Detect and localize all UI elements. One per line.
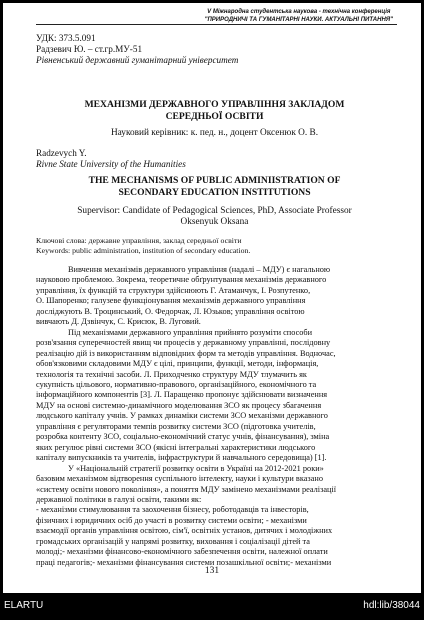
conference-subtitle: "ПРИРОДНИЧІ ТА ГУМАНІТАРНІ НАУКИ. АКТУАЛЬНІ ПИТАННЯ" — [204, 17, 393, 23]
supervisor-en — [36, 206, 393, 228]
document-page — [3, 3, 421, 593]
title-en-line-1: THE MECHANISMS OF PUBLIC ADMINIISTRATION OF — [88, 175, 341, 186]
body-line: управління, їх функцій та структури здійснюють Г. Атаманчук, І. Розпутенко, — [36, 285, 311, 295]
body-line: досліджують В. Троцинський, О. Федорчак, Л. Юзьков; управління освітою — [36, 306, 305, 316]
supervisor-en-line-1: Supervisor: Candidate of Pedagogical Sciences, PhD, Associate Professor — [77, 206, 352, 216]
body-line: фізичних і юридичних осіб до участі в розвитку системи освіти; - механізми — [36, 515, 307, 525]
article-meta — [36, 33, 238, 66]
article-title-en — [36, 175, 393, 198]
title-en-line-2: SECONDARY EDUCATION INSTITUTIONS — [118, 186, 311, 198]
keywords-en: Keywords: public administration, institution of secondary education. — [36, 246, 251, 255]
footer-handle: hdl:lib/38044 — [363, 600, 420, 611]
body-line: інформаційного компонентів [3]. Л. Паращенко пропонує здійснювати визначення — [36, 390, 328, 400]
body-line: реалізацію дій із використанням відповідних форм та методів управління. Водночас, — [36, 348, 336, 358]
university-en: Rivne State University of the Humanities — [36, 159, 186, 169]
header-rule — [36, 24, 397, 25]
body-line: Вивчення механізмів державного управління (надалі – МДУ) є нагальною — [68, 265, 331, 274]
body-line: яких регулює рівні системи ЗСО (якісні інтегральні характеристики людського — [36, 442, 316, 452]
body-line: сукупність цільового, нормативно-правового, організаційного, економічного та — [36, 379, 317, 389]
body-line: розв'язання суперечностей явищ чи процесів у державному управлінні, послідовну — [36, 338, 331, 348]
body-line: - механізми стимулювання та заохочення бізнесу, роботодавців та інвесторів, — [36, 505, 309, 515]
title-ua-line-1: МЕХАНІЗМИ ДЕРЖАВНОГО УПРАВЛІННЯ ЗАКЛАДОМ — [84, 99, 345, 110]
body-line: вивчають Д. Дзвінчук, С. Крисюк, В. Луговий. — [36, 317, 201, 327]
conference-name: V Міжнародна студентська наукова - технічна конференція — [207, 9, 391, 15]
body-line: розробка контенту ЗСО, соціально-економічний статус учнів, фінансування), зміна — [36, 432, 330, 442]
footer-source-label: ELARTU — [4, 600, 44, 611]
body-line: молоді;- механізми фінансово-економічного забезпечення освіти, належної оплати — [36, 547, 328, 557]
body-line: громадських організацій у напрямі розвитку, виховання і соціалізації дітей та — [36, 536, 310, 546]
body-line: У «Національній стратегії розвитку освіти в Україні на 2012-2021 роки» — [68, 463, 324, 473]
body-line: обов'язковими складовими МДУ є цілі, принципи, функції, методи, інформація, — [36, 359, 319, 369]
author-ua: Радзевич Ю. – ст.гр.МУ-51 — [36, 44, 143, 54]
body-line: капіталу випускників та учителів, інфраструктури й навчального середовища) [1]. — [36, 453, 327, 463]
page-number: 131 — [204, 566, 220, 576]
body-line: «систему освіти нового покоління», а поняття МДУ замінено механізмами реалізації — [36, 484, 337, 494]
body-line: науковою проблемою. Зокрема, теоретичне обґрунтування механізмів державного — [36, 275, 327, 285]
body-line: Під механізмами державного управління прийнято розуміти способи — [68, 327, 313, 337]
body-line: взаємодії органів управління освітою, сім'ї, освітніх установ, дитячих і молодіжних — [36, 526, 333, 536]
author-en: Radzevych Y. — [36, 148, 87, 158]
body-line: людського капіталу учнів. У рамках динаміки системи ЗСО механізми державного — [36, 411, 328, 421]
article-body — [36, 265, 393, 568]
body-line: МДУ на основі системно-динамічного моделювання ЗСО як процесу збагачення — [36, 400, 322, 410]
university-ua: Рівненський державний гуманітарний університет — [36, 55, 239, 65]
supervisor-en-line-2: Oksenyuk Oksana — [180, 217, 249, 227]
running-header — [205, 8, 393, 24]
body-line: базовим механізмом відтворення суспільного інтелекту, науки і культури вказано — [36, 474, 323, 484]
udk-code: УДК: 373.5.091 — [36, 33, 96, 43]
body-line: державної політики в галузі освіти, такими як: — [36, 494, 202, 504]
keywords-ua: Ключові слова: державне управління, заклад середньої освіти — [36, 236, 242, 245]
body-line: О. Шапоренко; галузеве функціонування механізмів державного управління — [36, 296, 306, 306]
supervisor-ua: Науковий керівник: к. пед. н., доцент Оксенюк О. В. — [110, 128, 319, 138]
body-line: праці педагогів;- механізми фінансування системи позашкільної освіти;- механізми — [36, 557, 332, 567]
body-line: управління є регуляторами темпів розвитку системи ЗСО (підготовка учителів, — [36, 421, 316, 431]
article-title-ua — [36, 99, 393, 122]
title-ua-line-2: СЕРЕДНЬОЇ ОСВІТИ — [165, 110, 264, 122]
body-line: технологія та технічні засоби. Л. Приходченко структуру МДУ тлумачить як — [36, 369, 307, 379]
